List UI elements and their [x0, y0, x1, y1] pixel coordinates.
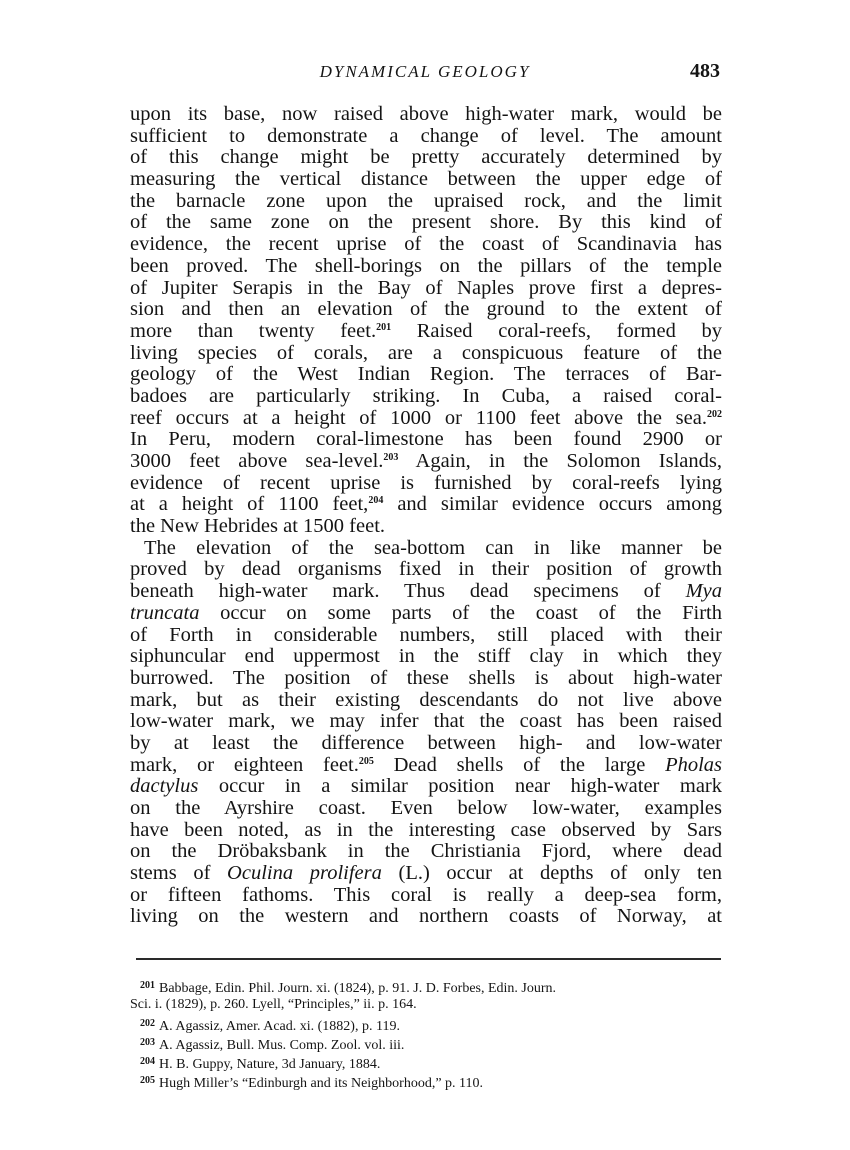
- species-name: truncata: [130, 601, 200, 624]
- body-line: mark, or eighteen feet.$^{205}$ Dead shells of the large Pholas: [130, 753, 723, 776]
- footnote: $^{201}$ Babbage, Edin. Phil. Journ. xi. (1824), p. 91. J. D. Forbes, Edin. Journ.: [140, 980, 557, 996]
- footnote-number: 205: [140, 1075, 155, 1086]
- body-line: evidence of recent uprise is furnished by coral-reefs lying: [130, 471, 722, 494]
- footnote-number: 203: [140, 1037, 155, 1048]
- footnote-ref: 203: [383, 452, 399, 463]
- footnote-divider: [136, 958, 721, 960]
- footnotes: [130, 976, 722, 1090]
- body-line: been proved. The shell-borings on the pillars of the temple: [130, 254, 722, 277]
- body-text: [130, 104, 722, 928]
- species-name: dactylus: [130, 775, 199, 798]
- footnote: $^{205}$ Hugh Miller’s “Edinburgh and its Neighborhood,” p. 110.: [140, 1075, 484, 1091]
- body-line: living species of corals, are a conspicuous feature of the: [130, 341, 722, 364]
- body-line: dactylus occur in a similar position near high-water mark: [130, 775, 722, 798]
- page-number: 483: [690, 60, 720, 82]
- body-line: proved by dead organisms fixed in their position of growth: [130, 558, 722, 581]
- body-line: reef occurs at a height of 1000 or 1100 feet above the sea.$^{202}$: [130, 406, 722, 429]
- footnote-ref: 201: [376, 321, 392, 333]
- footnote: $^{204}$ H. B. Guppy, Nature, 3d January, 1884.: [140, 1056, 381, 1072]
- body-line: geology of the West Indian Region. The terraces of Bar-: [130, 363, 722, 386]
- body-line: by at least the difference between high- and low-water: [130, 731, 722, 754]
- body-line: more than twenty feet.$^{201}$ Raised coral-reefs, formed by: [130, 319, 722, 342]
- body-line: sufficient to demonstrate a change of level. The amount: [130, 124, 722, 147]
- running-title: DYNAMICAL GEOLOGY: [319, 62, 531, 81]
- footnote-ref: 202: [707, 408, 722, 420]
- body-line: mark, but as their existing descendants do not live above: [130, 688, 722, 711]
- body-line: burrowed. The position of these shells is about high-water: [130, 666, 722, 689]
- body-line: truncata occur on some parts of the coast of the Firth: [130, 601, 722, 624]
- running-head: [130, 60, 720, 86]
- footnote-number: 204: [140, 1056, 155, 1067]
- body-line: 3000 feet above sea-level.$^{203}$ Again, in the Solomon Islands,: [130, 450, 723, 472]
- body-line: or fifteen fathoms. This coral is really a deep-sea form,: [130, 883, 722, 906]
- body-line: on the Ayrshire coast. Even below low-water, examples: [130, 797, 722, 819]
- body-line: living on the western and northern coasts of Norway, at: [130, 905, 722, 928]
- body-line: of Jupiter Serapis in the Bay of Naples prove first a depres-: [130, 276, 722, 299]
- body-line: of the same zone on the present shore. By this kind of: [130, 211, 722, 234]
- body-line: badoes are particularly striking. In Cuba, a raised coral-: [130, 384, 722, 407]
- body-line: upon its base, now raised above high-water mark, would be: [130, 103, 722, 125]
- species-name: Oculina prolifera: [227, 862, 382, 885]
- species-name: Mya: [685, 580, 722, 603]
- species-name: Pholas: [665, 753, 723, 776]
- body-line: on the Dröbaksbank in the Christiania Fjord, where dead: [130, 840, 722, 863]
- footnote: $^{202}$ A. Agassiz, Amer. Acad. xi. (1882), p. 119.: [140, 1018, 400, 1034]
- body-line: at a height of 1100 feet,$^{204}$ and similar evidence occurs among: [130, 493, 722, 516]
- body-line: siphuncular end uppermost in the stiff clay in which they: [130, 645, 722, 668]
- body-line: the New Hebrides at 1500 feet.: [130, 515, 386, 538]
- body-line: evidence, the recent uprise of the coast of Scandinavia has: [130, 233, 722, 256]
- body-line: In Peru, modern coral-limestone has been found 2900 or: [130, 428, 722, 451]
- body-line: have been noted, as in the interesting case observed by Sars: [130, 818, 722, 841]
- body-line: stems of Oculina prolifera (L.) occur at depths of only ten: [130, 862, 722, 885]
- footnote-ref: 205: [358, 755, 374, 767]
- body-line: sion and then an elevation of the ground to the extent of: [130, 298, 722, 321]
- body-line: of this change might be pretty accurately determined by: [130, 146, 722, 169]
- body-line: the barnacle zone upon the upraised rock, and the limit: [130, 189, 722, 212]
- footnote: $^{203}$ A. Agassiz, Bull. Mus. Comp. Zool. vol. iii.: [140, 1037, 405, 1053]
- body-line: beneath high-water mark. Thus dead specimens of Mya: [130, 580, 722, 603]
- body-line: The elevation of the sea-bottom can in like manner be: [144, 536, 722, 559]
- body-line: low-water mark, we may infer that the coast has been raised: [130, 710, 722, 733]
- body-line: measuring the vertical distance between the upper edge of: [130, 168, 722, 191]
- footnote-ref: 204: [368, 495, 384, 507]
- body-line: of Forth in considerable numbers, still placed with their: [130, 623, 722, 646]
- footnote-number: 202: [140, 1018, 155, 1029]
- footnote-number: 201: [140, 980, 155, 991]
- footnote-continuation: Sci. i. (1829), p. 260. Lyell, “Principles,” ii. p. 164.: [130, 997, 417, 1012]
